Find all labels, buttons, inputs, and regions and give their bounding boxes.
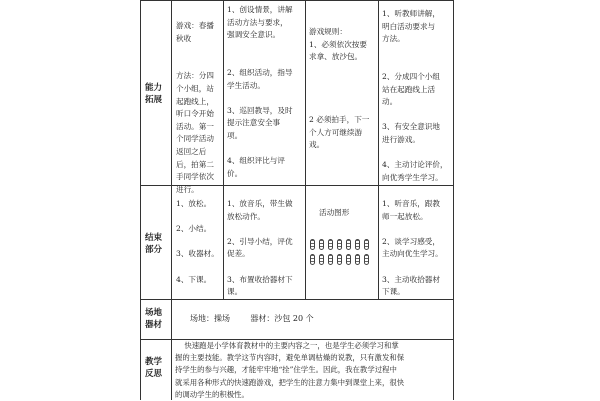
row-divider-2	[140, 299, 453, 300]
sandbag-icon	[364, 239, 369, 250]
col-line-label	[171, 0, 172, 400]
extension-teacher-activity: 1、创设情景，讲解 活动方法与要求， 强调安全意识。 2、组织活动，指导 学生活动。 3、巡回教导，及时 提示注意安全事 项。 4、组织评比与评 价。	[227, 5, 293, 178]
section-label-reflection: 教学 反思	[145, 357, 163, 379]
sandbag-icon	[328, 239, 333, 250]
col-line-left	[140, 0, 141, 400]
sandbag-icon	[346, 254, 351, 265]
sandbag-icon	[355, 239, 360, 250]
sandbag-icon	[328, 254, 333, 265]
section-label-venue: 场地 器材	[145, 308, 163, 330]
col-line-3	[305, 0, 306, 299]
col-line-2	[223, 0, 224, 299]
ending-teacher-activity: 1、放音乐，带生做 放松动作。 2、引导小结，评优 促差。 3、布置收拾器材下 课。	[227, 199, 293, 297]
extension-content: 游戏：春播 秋收 方法：分四 个小组，站 起跑线上， 听口令开始 活动。第一 个同学活动 返回之后 后，拍第二 手同学依次 进行。	[176, 21, 214, 194]
reflection-text: 快速跑是小学体育教材中的主要内容之一，也是学生必须学习和掌 握的主要技能。教学这节内容时，避免单调枯燥的说教，只有激发和保 持学生的参与兴趣，才能牢牢地“拴”住学生。因此，我在教学过程中 就采用各种形式的快速跑游戏，把学生的注意力集中到课堂上来，很快 的调动学生的积极性。	[175, 341, 405, 399]
sandbag-icon	[319, 254, 324, 265]
sandbag-icon	[337, 254, 342, 265]
sandbag-icon	[364, 254, 369, 265]
ending-student-activity: 1、听音乐，跟教 师一起放松。 2、谈学习感受， 主动向优生学习。 3、主动收拾器材 下课。	[382, 199, 443, 297]
table-border-top	[140, 0, 453, 1]
sandbag-icon	[355, 254, 360, 265]
sandbag-icon	[337, 239, 342, 250]
ending-diagram-title: 活动图形	[319, 208, 350, 217]
sandbag-icon	[310, 254, 315, 265]
sandbag-icon	[310, 239, 315, 250]
sandbag-icon	[346, 239, 351, 250]
section-label-extension: 能力 拓展	[145, 83, 163, 105]
col-line-right	[453, 0, 454, 400]
section-label-ending: 结束 部分	[145, 233, 163, 255]
col-line-4	[378, 0, 379, 299]
activity-diagram	[310, 236, 374, 268]
ending-content: 1、放松。 2、小结。 3、收器材。 4、下课。	[176, 199, 219, 284]
sandbag-icon	[319, 239, 324, 250]
extension-student-activity: 1、听教师讲解， 明白活动要求与 方法。 2、分成四个小组 站在起跑线上活 动。 3、有安全意识地 进行游戏。 4、主动讨论评价， 向优秀学生学习。	[382, 9, 448, 182]
venue-equipment-text: 场地：操场 器材：沙包 20 个	[190, 314, 314, 323]
extension-organization: 游戏规则： 1、必须依次按要 求拿、放沙包。 2 必须拍手，下一 个人方可继续游 戏。	[309, 27, 370, 150]
